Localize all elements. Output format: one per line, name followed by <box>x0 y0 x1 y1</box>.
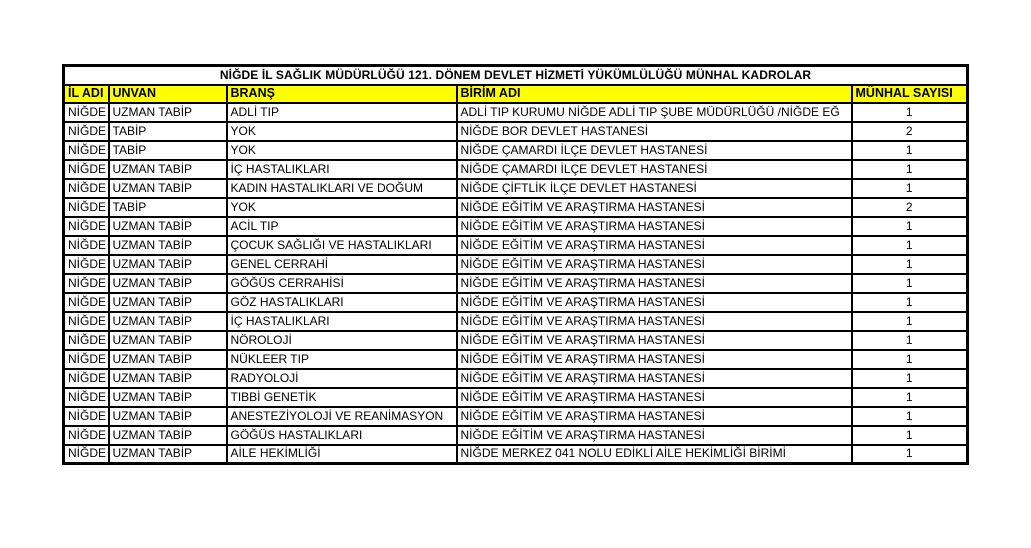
cell-unvan: UZMAN TABİP <box>109 255 227 274</box>
cell-unvan: UZMAN TABİP <box>109 217 227 236</box>
cell-birim-adi: NİĞDE EĞİTİM VE ARAŞTIRMA HASTANESİ <box>457 426 852 445</box>
cell-brans: KADIN HASTALIKLARI VE DOĞUM <box>227 179 457 198</box>
cell-birim-adi: NİĞDE EĞİTİM VE ARAŞTIRMA HASTANESİ <box>457 388 852 407</box>
cell-birim-adi: NİĞDE ÇAMARDI İLÇE DEVLET HASTANESİ <box>457 160 852 179</box>
cell-birim-adi: NİĞDE EĞİTİM VE ARAŞTIRMA HASTANESİ <box>457 350 852 369</box>
cell-munhal-sayisi: 1 <box>852 160 968 179</box>
cell-brans: YOK <box>227 141 457 160</box>
cell-il-adi: NİĞDE <box>64 198 109 217</box>
table-row <box>64 103 968 122</box>
cell-birim-adi: NİĞDE EĞİTİM VE ARAŞTIRMA HASTANESİ <box>457 369 852 388</box>
cell-unvan: UZMAN TABİP <box>109 331 227 350</box>
table-row <box>64 407 968 426</box>
cell-munhal-sayisi: 1 <box>852 350 968 369</box>
cell-munhal-sayisi: 1 <box>852 141 968 160</box>
cell-il-adi: NİĞDE <box>64 312 109 331</box>
cell-il-adi: NİĞDE <box>64 274 109 293</box>
cell-birim-adi: NİĞDE EĞİTİM VE ARAŞTIRMA HASTANESİ <box>457 274 852 293</box>
cell-birim-adi: NİĞDE ÇİFTLİK İLÇE DEVLET HASTANESİ <box>457 179 852 198</box>
cell-birim-adi: NİĞDE EĞİTİM VE ARAŞTIRMA HASTANESİ <box>457 312 852 331</box>
table-header-row <box>64 85 968 103</box>
cell-birim-adi: NİĞDE BOR DEVLET HASTANESİ <box>457 122 852 141</box>
cell-brans: YOK <box>227 198 457 217</box>
table-row <box>64 217 968 236</box>
cell-il-adi: NİĞDE <box>64 236 109 255</box>
table-title-row <box>64 66 968 85</box>
column-header-unvan: UNVAN <box>109 85 227 103</box>
cell-brans: NÖROLOJİ <box>227 331 457 350</box>
cell-il-adi: NİĞDE <box>64 141 109 160</box>
cell-birim-adi: NİĞDE ÇAMARDI İLÇE DEVLET HASTANESİ <box>457 141 852 160</box>
cell-munhal-sayisi: 1 <box>852 369 968 388</box>
cell-munhal-sayisi: 1 <box>852 331 968 350</box>
cell-munhal-sayisi: 1 <box>852 445 968 464</box>
cell-brans: GÖZ HASTALIKLARI <box>227 293 457 312</box>
cell-brans: RADYOLOJİ <box>227 369 457 388</box>
cell-munhal-sayisi: 1 <box>852 179 968 198</box>
cell-munhal-sayisi: 1 <box>852 103 968 122</box>
cell-unvan: UZMAN TABİP <box>109 426 227 445</box>
cell-unvan: UZMAN TABİP <box>109 350 227 369</box>
column-header-munhal-sayisi: MÜNHAL SAYISI <box>852 85 968 103</box>
cell-il-adi: NİĞDE <box>64 388 109 407</box>
cell-brans: GENEL CERRAHİ <box>227 255 457 274</box>
column-header-birim-adi: BİRİM ADI <box>457 85 852 103</box>
table-row <box>64 198 968 217</box>
cell-birim-adi: NİĞDE EĞİTİM VE ARAŞTIRMA HASTANESİ <box>457 407 852 426</box>
cell-munhal-sayisi: 1 <box>852 217 968 236</box>
vacancy-table <box>62 64 969 465</box>
cell-munhal-sayisi: 1 <box>852 274 968 293</box>
table-row <box>64 293 968 312</box>
table-row <box>64 274 968 293</box>
cell-il-adi: NİĞDE <box>64 255 109 274</box>
table-row <box>64 160 968 179</box>
cell-il-adi: NİĞDE <box>64 217 109 236</box>
table-row <box>64 445 968 464</box>
table-row <box>64 122 968 141</box>
cell-munhal-sayisi: 2 <box>852 198 968 217</box>
cell-unvan: UZMAN TABİP <box>109 445 227 464</box>
cell-brans: TIBBİ GENETİK <box>227 388 457 407</box>
cell-il-adi: NİĞDE <box>64 331 109 350</box>
cell-munhal-sayisi: 1 <box>852 426 968 445</box>
cell-munhal-sayisi: 1 <box>852 293 968 312</box>
cell-brans: GÖĞÜS CERRAHİSİ <box>227 274 457 293</box>
cell-il-adi: NİĞDE <box>64 426 109 445</box>
cell-il-adi: NİĞDE <box>64 122 109 141</box>
cell-munhal-sayisi: 1 <box>852 407 968 426</box>
cell-unvan: UZMAN TABİP <box>109 103 227 122</box>
table-row <box>64 369 968 388</box>
cell-brans: ACİL TIP <box>227 217 457 236</box>
table-row <box>64 255 968 274</box>
table-row <box>64 236 968 255</box>
cell-brans: ANESTEZİYOLOJİ VE REANİMASYON <box>227 407 457 426</box>
cell-unvan: UZMAN TABİP <box>109 274 227 293</box>
cell-birim-adi: NİĞDE EĞİTİM VE ARAŞTIRMA HASTANESİ <box>457 236 852 255</box>
cell-unvan: UZMAN TABİP <box>109 369 227 388</box>
cell-unvan: TABİP <box>109 198 227 217</box>
cell-il-adi: NİĞDE <box>64 445 109 464</box>
cell-unvan: UZMAN TABİP <box>109 293 227 312</box>
cell-il-adi: NİĞDE <box>64 293 109 312</box>
cell-birim-adi: NİĞDE EĞİTİM VE ARAŞTIRMA HASTANESİ <box>457 217 852 236</box>
table-row <box>64 331 968 350</box>
cell-unvan: TABİP <box>109 122 227 141</box>
table-row <box>64 350 968 369</box>
cell-munhal-sayisi: 1 <box>852 312 968 331</box>
cell-munhal-sayisi: 2 <box>852 122 968 141</box>
cell-unvan: UZMAN TABİP <box>109 407 227 426</box>
cell-birim-adi: NİĞDE EĞİTİM VE ARAŞTIRMA HASTANESİ <box>457 198 852 217</box>
column-header-il-adi: İL ADI <box>64 85 109 103</box>
cell-brans: NÜKLEER TIP <box>227 350 457 369</box>
table-row <box>64 141 968 160</box>
cell-il-adi: NİĞDE <box>64 350 109 369</box>
cell-unvan: TABİP <box>109 141 227 160</box>
cell-brans: ADLİ TIP <box>227 103 457 122</box>
cell-unvan: UZMAN TABİP <box>109 236 227 255</box>
cell-brans: İÇ HASTALIKLARI <box>227 160 457 179</box>
cell-brans: AİLE HEKİMLİĞİ <box>227 445 457 464</box>
cell-unvan: UZMAN TABİP <box>109 160 227 179</box>
cell-munhal-sayisi: 1 <box>852 388 968 407</box>
table-title: NİĞDE İL SAĞLIK MÜDÜRLÜĞÜ 121. DÖNEM DEVLET HİZMETİ YÜKÜMLÜLÜĞÜ MÜNHAL KADROLAR <box>64 66 968 85</box>
cell-il-adi: NİĞDE <box>64 179 109 198</box>
cell-il-adi: NİĞDE <box>64 103 109 122</box>
table-row <box>64 312 968 331</box>
cell-birim-adi: NİĞDE MERKEZ 041 NOLU EDİKLİ AİLE HEKİMLİĞİ BİRİMİ <box>457 445 852 464</box>
cell-il-adi: NİĞDE <box>64 407 109 426</box>
cell-birim-adi: NİĞDE EĞİTİM VE ARAŞTIRMA HASTANESİ <box>457 255 852 274</box>
cell-munhal-sayisi: 1 <box>852 255 968 274</box>
cell-unvan: UZMAN TABİP <box>109 312 227 331</box>
table-body <box>64 103 968 464</box>
cell-munhal-sayisi: 1 <box>852 236 968 255</box>
table-row <box>64 426 968 445</box>
cell-birim-adi: ADLİ TIP KURUMU NİĞDE ADLİ TIP ŞUBE MÜDÜRLÜĞÜ /NİĞDE EĞ <box>457 103 852 122</box>
table-row <box>64 388 968 407</box>
cell-il-adi: NİĞDE <box>64 369 109 388</box>
column-header-brans: BRANŞ <box>227 85 457 103</box>
table-row <box>64 179 968 198</box>
cell-unvan: UZMAN TABİP <box>109 388 227 407</box>
cell-unvan: UZMAN TABİP <box>109 179 227 198</box>
cell-il-adi: NİĞDE <box>64 160 109 179</box>
cell-brans: ÇOCUK SAĞLIĞI VE HASTALIKLARI <box>227 236 457 255</box>
cell-brans: İÇ HASTALIKLARI <box>227 312 457 331</box>
cell-brans: GÖĞÜS HASTALIKLARI <box>227 426 457 445</box>
cell-birim-adi: NİĞDE EĞİTİM VE ARAŞTIRMA HASTANESİ <box>457 293 852 312</box>
cell-birim-adi: NİĞDE EĞİTİM VE ARAŞTIRMA HASTANESİ <box>457 331 852 350</box>
cell-brans: YOK <box>227 122 457 141</box>
